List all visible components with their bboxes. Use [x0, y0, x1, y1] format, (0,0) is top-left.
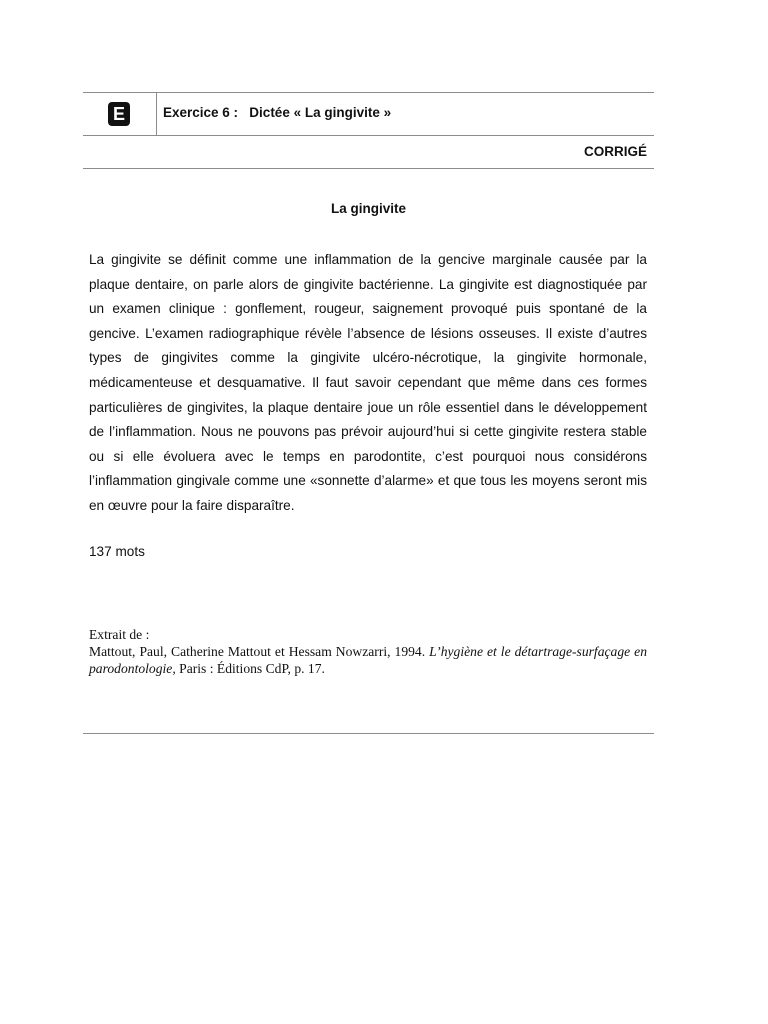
source-publication: Paris : Éditions CdP, p. 17.	[175, 661, 325, 676]
exercise-title: Exercice 6 : Dictée « La gingivite »	[163, 105, 392, 120]
source-reference	[89, 643, 647, 677]
header-cell-divider	[156, 93, 157, 136]
dictation-title: La gingivite	[330, 201, 406, 216]
header-bottom-rule	[83, 168, 654, 169]
footer-rule	[83, 733, 654, 734]
source-intro: Extrait de :	[89, 627, 150, 642]
header-top-rule	[83, 92, 654, 93]
source-authors: Mattout, Paul, Catherine Mattout et Hessam Nowzarri, 1994.	[89, 644, 430, 659]
exercise-badge-icon: E	[108, 102, 130, 126]
header-middle-rule	[83, 135, 654, 136]
source-book-title: L’hygiène et le détartrage-surfaçage en parodontologie,	[89, 644, 647, 676]
dictation-text: La gingivite se définit comme une inflammation de la gencive marginale causée par la plaque dentaire, on parle alors de gingivite bactérienne. La gingivite est diagnostiquée par un examen clinique : gonflement, rougeur, saignement provoqué puis spontané de la gencive. L’examen radiographique révèle l’absence de lésions osseuses. Il existe d’autres types de gingivites comme la gingivite ulcéro-nécrotique, la gingivite hormonale, médicamenteuse et desquamative. Il faut savoir cependant que même dans ces formes particulières de gingivites, la plaque dentaire joue un rôle essentiel dans le développement de l’inflammation. Nous ne pouvons pas prévoir aujourd’hui si cette gingivite restera stable ou si elle évoluera avec le temps en parodontite, c’est pourquoi nous considérons l’inflammation gingivale comme une «sonnette d’alarme» et que tous les moyens seront mis en œuvre pour la faire disparaître.	[89, 252, 647, 513]
source-citation	[89, 626, 647, 677]
corrige-label: CORRIGÉ	[583, 144, 647, 159]
word-count: 137 mots	[89, 544, 145, 559]
